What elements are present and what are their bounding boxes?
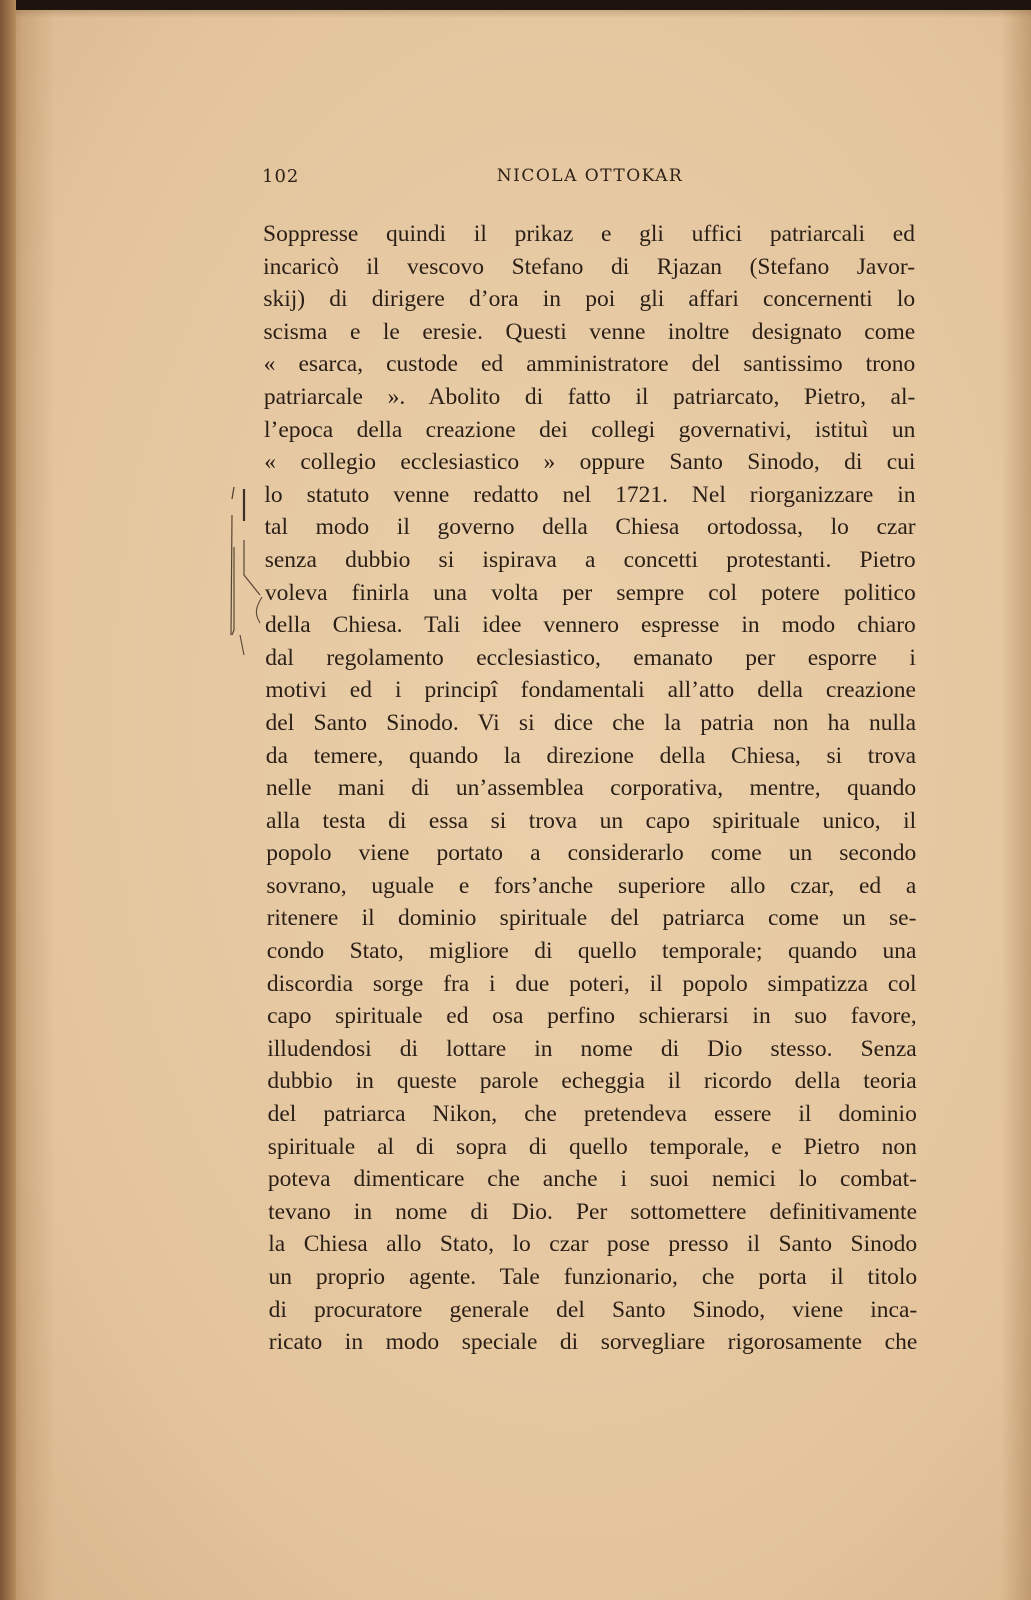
page-binding-edge bbox=[0, 0, 16, 1600]
text-line: nelle mani di un’assemblea corporativa, mentre, quando bbox=[265, 775, 917, 802]
text-line: alla testa di essa si trova un capo spirituale unico, il bbox=[266, 807, 917, 834]
page-top-edge bbox=[0, 0, 1031, 10]
text-line: skij) di dirigere d’ora in poi gli affari concernenti lo bbox=[263, 286, 916, 313]
text-line: illudendosi di lottare in nome di Dio stesso. Senza bbox=[267, 1035, 917, 1062]
text-line: spirituale al di sopra di quello temporale, e Pietro non bbox=[267, 1133, 917, 1160]
running-head-author: NICOLA OTTOKAR bbox=[496, 166, 684, 186]
text-line: sovrano, uguale e fors’anche superiore allo czar, ed a bbox=[266, 872, 917, 899]
text-line: dubbio in queste parole echeggia il ricordo della teoria bbox=[267, 1068, 917, 1095]
page-number: 102 bbox=[262, 166, 300, 187]
text-line: ritenere il dominio spirituale del patriarca come un se- bbox=[266, 905, 917, 932]
text-line: poteva dimenticare che anche i suoi nemici lo combat- bbox=[267, 1166, 917, 1193]
body-text bbox=[263, 218, 918, 1359]
text-line: tal modo il governo della Chiesa ortodossa, lo czar bbox=[264, 514, 916, 541]
text-line: capo spirituale ed osa perfino schierarsi in suo favore, bbox=[267, 1003, 917, 1030]
text-line: la Chiesa allo Stato, lo czar pose presso il Santo Sinodo bbox=[268, 1231, 918, 1258]
text-line: del Santo Sinodo. Vi si dice che la patria non ha nulla bbox=[265, 709, 917, 736]
text-line: patriarcale ». Abolito di fatto il patriarcato, Pietro, al- bbox=[263, 383, 916, 410]
text-line: « collegio ecclesiastico » oppure Santo Sinodo, di cui bbox=[264, 449, 916, 476]
text-line: un proprio agente. Tale funzionario, che porta il titolo bbox=[268, 1264, 918, 1290]
text-line: l’epoca della creazione dei collegi governativi, istituì un bbox=[264, 416, 916, 443]
text-line: popolo viene portato a considerarlo come un secondo bbox=[266, 840, 917, 867]
text-line: scisma e le eresie. Questi venne inoltre designato come bbox=[263, 318, 916, 345]
text-line: tevano in nome di Dio. Per sottomettere definitivamente bbox=[268, 1198, 918, 1225]
text-line: voleva finirla una volta per sempre col potere politico bbox=[264, 579, 916, 606]
text-line: dal regolamento ecclesiastico, emanato per esporre i bbox=[265, 644, 916, 671]
text-line: discordia sorge fra i due poteri, il popolo simpatizza col bbox=[266, 970, 917, 997]
text-line: di procuratore generale del Santo Sinodo, viene inca- bbox=[268, 1296, 918, 1323]
text-line: lo statuto venne redatto nel 1721. Nel riorganizzare in bbox=[264, 481, 916, 508]
text-line: « esarca, custode ed amministratore del santissimo trono bbox=[263, 351, 916, 378]
running-head bbox=[262, 166, 918, 190]
text-line: senza dubbio si ispirava a concetti protestanti. Pietro bbox=[264, 546, 916, 573]
text-line: della Chiesa. Tali idee vennero espresse in modo chiaro bbox=[265, 612, 916, 639]
text-line: ricato in modo speciale di sorvegliare rigorosamente che bbox=[268, 1329, 918, 1356]
text-line: incaricò il vescovo Stefano di Rjazan (Stefano Javor- bbox=[263, 253, 916, 280]
text-line: motivi ed i principî fondamentali all’atto della creazione bbox=[265, 677, 916, 704]
text-line: da temere, quando la direzione della Chiesa, si trova bbox=[265, 742, 917, 769]
text-line: del patriarca Nikon, che pretendeva essere il dominio bbox=[267, 1101, 917, 1128]
text-line: condo Stato, migliore di quello temporale; quando una bbox=[266, 938, 917, 965]
text-line: Soppresse quindi il prikaz e gli uffici patriarcali ed bbox=[263, 221, 915, 247]
